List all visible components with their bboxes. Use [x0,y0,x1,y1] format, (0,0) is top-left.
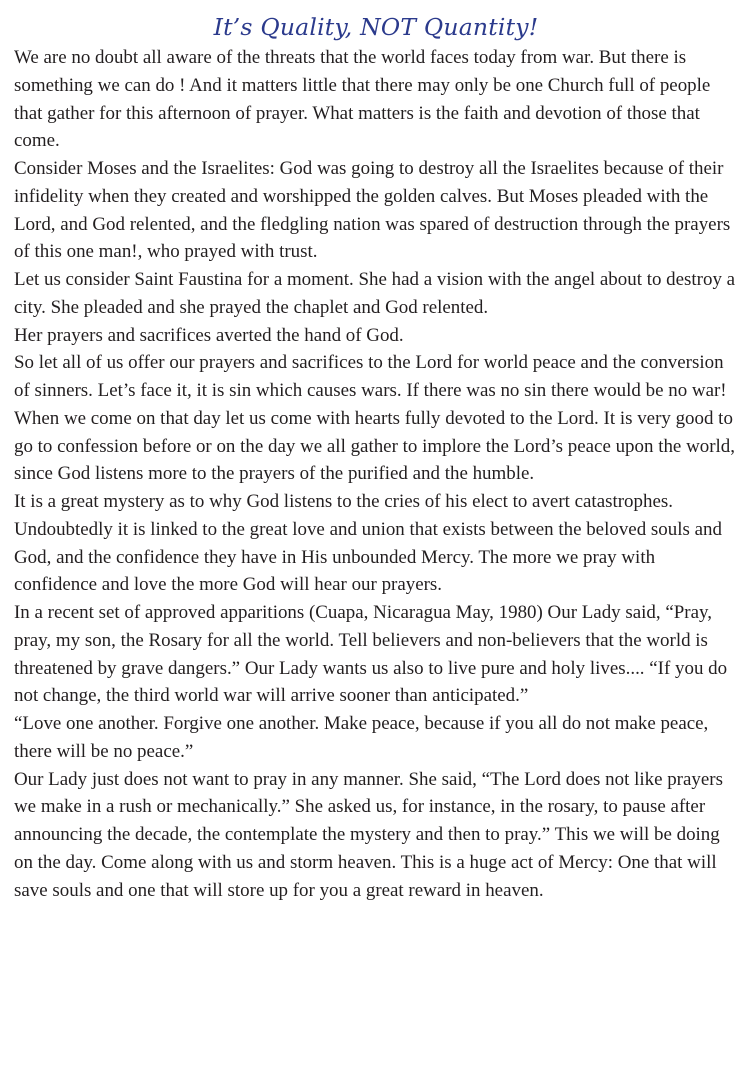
paragraph-sacrifices: Her prayers and sacrifices averted the hand of God. [14,324,404,346]
paragraph-world-peace: So let all of us offer our prayers and sacrifices to the Lord for world peace and the conversion of sinners. Let’s face it, it is sin which causes wars. If there was no sin there would be no war! [14,352,727,401]
paragraph-faustina: Let us consider Saint Faustina for a moment. She had a vision with the angel about to destroy a city. She pleaded and she prayed the chaplet and God relented. [14,269,736,318]
paragraph-confession: When we come on that day let us come with hearts fully devoted to the Lord. It is very good to go to confession before or on the day we all gather to implore the Lord’s peace upon the world, since God listens more to the prayers of the purified and the humble. [14,407,735,485]
article-body [14,44,738,904]
paragraph-moses: Consider Moses and the Israelites: God was going to destroy all the Israelites because of their infidelity when they created and worshipped the golden calves. But Moses pleaded with the Lord, and God relented, and the fledgling nation was spared of destruction through the prayers of this one man!, who prayed with trust. [14,158,731,263]
paragraph-love-quote: “Love one another. Forgive one another. Make peace, because if you all do not make peace, there will be no peace.” [14,713,709,762]
paragraph-mystery: It is a great mystery as to why God listens to the cries of his elect to avert catastrophes. Undoubtedly it is linked to the great love and union that exists between the beloved souls and God, and the confidence they have in His unbounded Mercy. The more we pray with confidence and love the more God will hear our prayers. [14,491,722,596]
paragraph-cuapa: In a recent set of approved apparitions (Cuapa, Nicaragua May, 1980) Our Lady said, “Pray, pray, my son, the Rosary for all the world. Tell believers and non-believers that the world is threatened by grave dangers.” Our Lady wants us also to live pure and holy lives.... “If you do not change, the third world war will arrive sooner than anticipated.” [14,602,728,707]
page-title: It’s Quality, NOT Quantity! [213,13,539,41]
paragraph-intro: We are no doubt all aware of the threats that the world faces today from war. But there is something we can do ! And it matters little that there may only be one Church full of people that gather for this afternoon of prayer. What matters is the faith and devotion of those that come. [14,47,711,152]
paragraph-conclusion: Our Lady just does not want to pray in any manner. She said, “The Lord does not like prayers we make in a rush or mechanically.” She asked us, for instance, in the rosary, to pause after announcing the decade, the contemplate the mystery and then to pray.” This we will be doing on the day. Come along with us and storm heaven. This is a huge act of Mercy: One that will save souls and one that will store up for you a great reward in heaven. [14,768,723,901]
